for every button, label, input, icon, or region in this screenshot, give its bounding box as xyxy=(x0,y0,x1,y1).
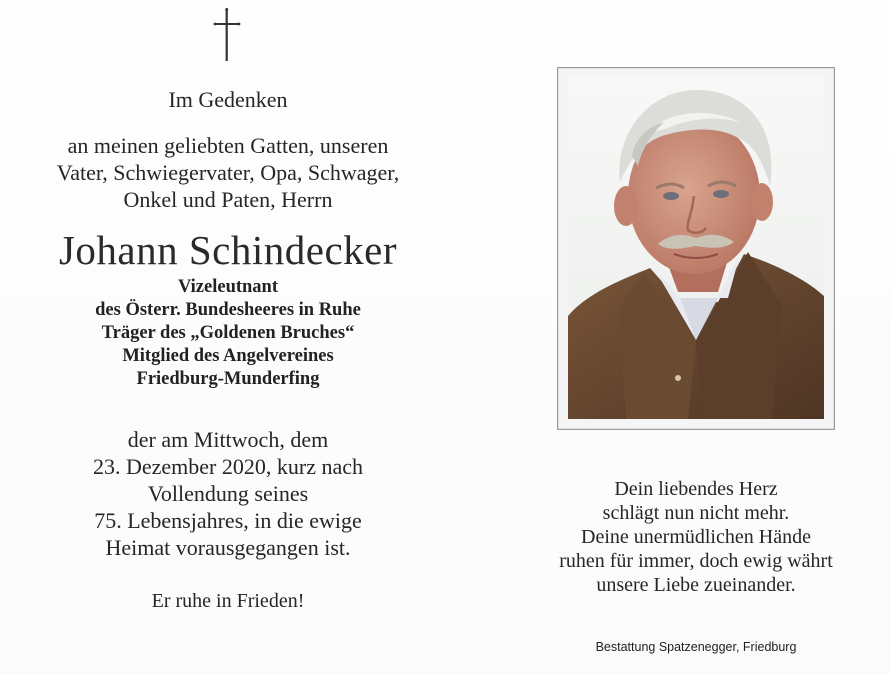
title-line: Vizeleutnant xyxy=(177,277,279,297)
rest-in-peace: Er ruhe in Frieden! xyxy=(151,590,305,612)
intro-block xyxy=(0,132,456,213)
cross-icon xyxy=(212,8,242,62)
poem-line: Deine unermüdlichen Hände xyxy=(581,526,811,548)
death-line: der am Mittwoch, dem xyxy=(127,427,329,452)
death-notice xyxy=(0,426,456,561)
title-line: Träger des „Goldenen Bruches“ xyxy=(101,323,355,343)
poem-line: Dein liebendes Herz xyxy=(614,478,778,500)
poem-line: ruhen für immer, doch ewig währt xyxy=(559,550,833,572)
intro-title: Im Gedenken xyxy=(168,87,288,112)
titles-block xyxy=(0,276,456,391)
poem-line: unsere Liebe zueinander. xyxy=(596,574,796,596)
deceased-name: Johann Schindecker xyxy=(58,227,398,273)
poem xyxy=(526,477,866,597)
intro-line: Onkel und Paten, Herrn xyxy=(123,187,333,212)
title-line: des Österr. Bundesheeres in Ruhe xyxy=(95,300,361,320)
death-line: Vollendung seines xyxy=(147,481,309,506)
left-text-column xyxy=(0,86,456,614)
title-line: Mitglied des Angelvereines xyxy=(122,346,334,366)
funeral-home: Bestattung Spatzenegger, Friedburg xyxy=(595,640,797,654)
death-line: Heimat vorausgegangen ist. xyxy=(105,535,351,560)
title-line: Friedburg-Munderfing xyxy=(136,369,320,389)
intro-line: an meinen geliebten Gatten, unseren xyxy=(67,133,389,158)
photo-frame xyxy=(557,67,835,430)
death-line: 23. Dezember 2020, kurz nach xyxy=(92,454,363,479)
portrait-photo xyxy=(568,78,824,419)
portrait-illustration xyxy=(568,78,824,419)
intro-line: Vater, Schwiegervater, Opa, Schwager, xyxy=(56,160,400,185)
death-line: 75. Lebensjahres, in die ewige xyxy=(94,508,362,533)
poem-line: schlägt nun nicht mehr. xyxy=(602,502,790,524)
